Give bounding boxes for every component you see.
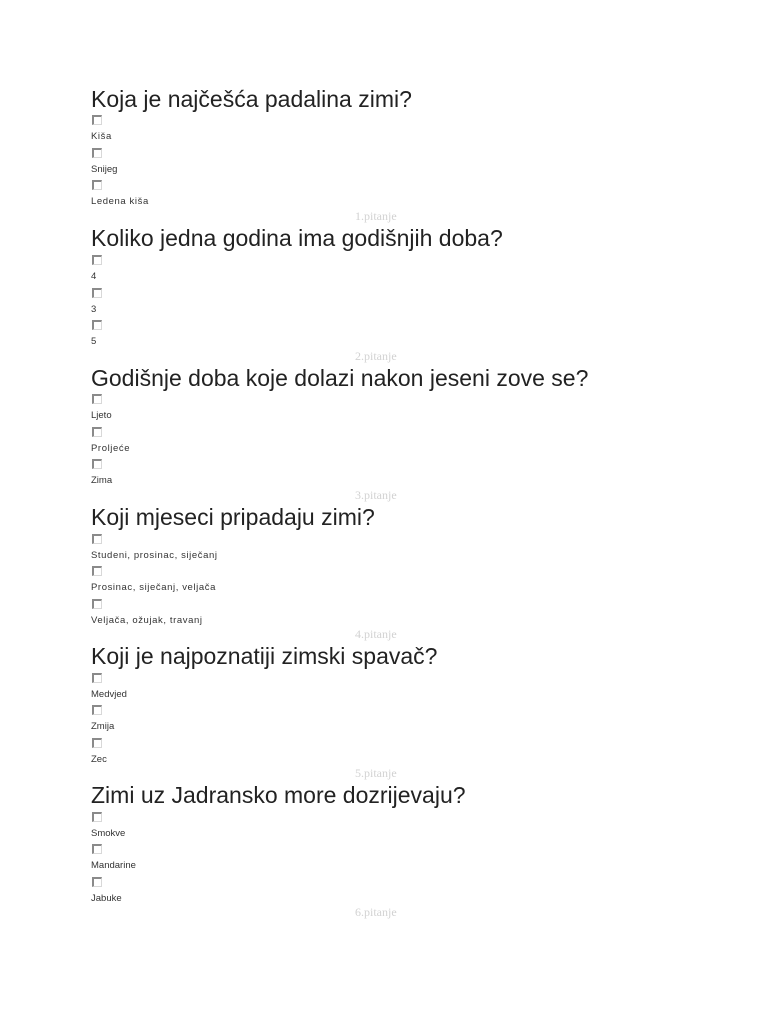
answer-label: Veljača, ožujak, travanj bbox=[91, 615, 203, 626]
answer-label: Zima bbox=[91, 475, 113, 486]
checkbox[interactable] bbox=[92, 459, 102, 469]
checkbox[interactable] bbox=[92, 427, 102, 437]
answer-label: Proljeće bbox=[91, 443, 131, 454]
checkbox[interactable] bbox=[92, 534, 102, 544]
checkbox[interactable] bbox=[92, 877, 102, 887]
checkbox[interactable] bbox=[92, 705, 102, 715]
checkbox[interactable] bbox=[92, 599, 102, 609]
answer-label: Prosinac, siječanj, veljača bbox=[91, 582, 216, 593]
checkbox[interactable] bbox=[92, 115, 102, 125]
answer-label: Smokve bbox=[91, 828, 126, 839]
question-text: Koji mjeseci pripadaju zimi? bbox=[91, 504, 375, 530]
checkbox[interactable] bbox=[92, 844, 102, 854]
answer-label: Zmija bbox=[91, 721, 115, 732]
question-number-label: 6.pitanje bbox=[355, 905, 397, 919]
question-text: Godišnje doba koje dolazi nakon jeseni zove se? bbox=[91, 365, 589, 391]
answer-label: 3 bbox=[91, 304, 97, 315]
checkbox[interactable] bbox=[92, 394, 102, 404]
question-number-label: 4.pitanje bbox=[355, 627, 397, 641]
answer-label: 5 bbox=[91, 336, 97, 347]
question-number-label: 1.pitanje bbox=[355, 209, 397, 223]
question-number-label: 5.pitanje bbox=[355, 766, 397, 780]
answer-label: Mandarine bbox=[91, 860, 136, 871]
answer-label: Ljeto bbox=[91, 410, 112, 421]
checkbox[interactable] bbox=[92, 320, 102, 330]
checkbox[interactable] bbox=[92, 255, 102, 265]
answer-label: Zec bbox=[91, 754, 107, 765]
checkbox[interactable] bbox=[92, 812, 102, 822]
question-number-label: 2.pitanje bbox=[355, 349, 397, 363]
question-text: Koliko jedna godina ima godišnjih doba? bbox=[91, 225, 503, 251]
answer-label: 4 bbox=[91, 271, 97, 282]
answer-label: Studeni, prosinac, siječanj bbox=[91, 550, 218, 561]
checkbox[interactable] bbox=[92, 180, 102, 190]
checkbox[interactable] bbox=[92, 566, 102, 576]
checkbox[interactable] bbox=[92, 738, 102, 748]
answer-label: Ledena kiša bbox=[91, 196, 149, 207]
question-number-label: 3.pitanje bbox=[355, 488, 397, 502]
answer-label: Snijeg bbox=[91, 164, 118, 175]
answer-label: Medvjed bbox=[91, 689, 127, 700]
checkbox[interactable] bbox=[92, 288, 102, 298]
answer-label: Jabuke bbox=[91, 893, 122, 904]
question-text: Zimi uz Jadransko more dozrijevaju? bbox=[91, 782, 466, 808]
answer-label: Kiša bbox=[91, 131, 112, 142]
question-text: Koji je najpoznatiji zimski spavač? bbox=[91, 643, 438, 669]
question-text: Koja je najčešća padalina zimi? bbox=[91, 86, 412, 112]
checkbox[interactable] bbox=[92, 673, 102, 683]
checkbox[interactable] bbox=[92, 148, 102, 158]
